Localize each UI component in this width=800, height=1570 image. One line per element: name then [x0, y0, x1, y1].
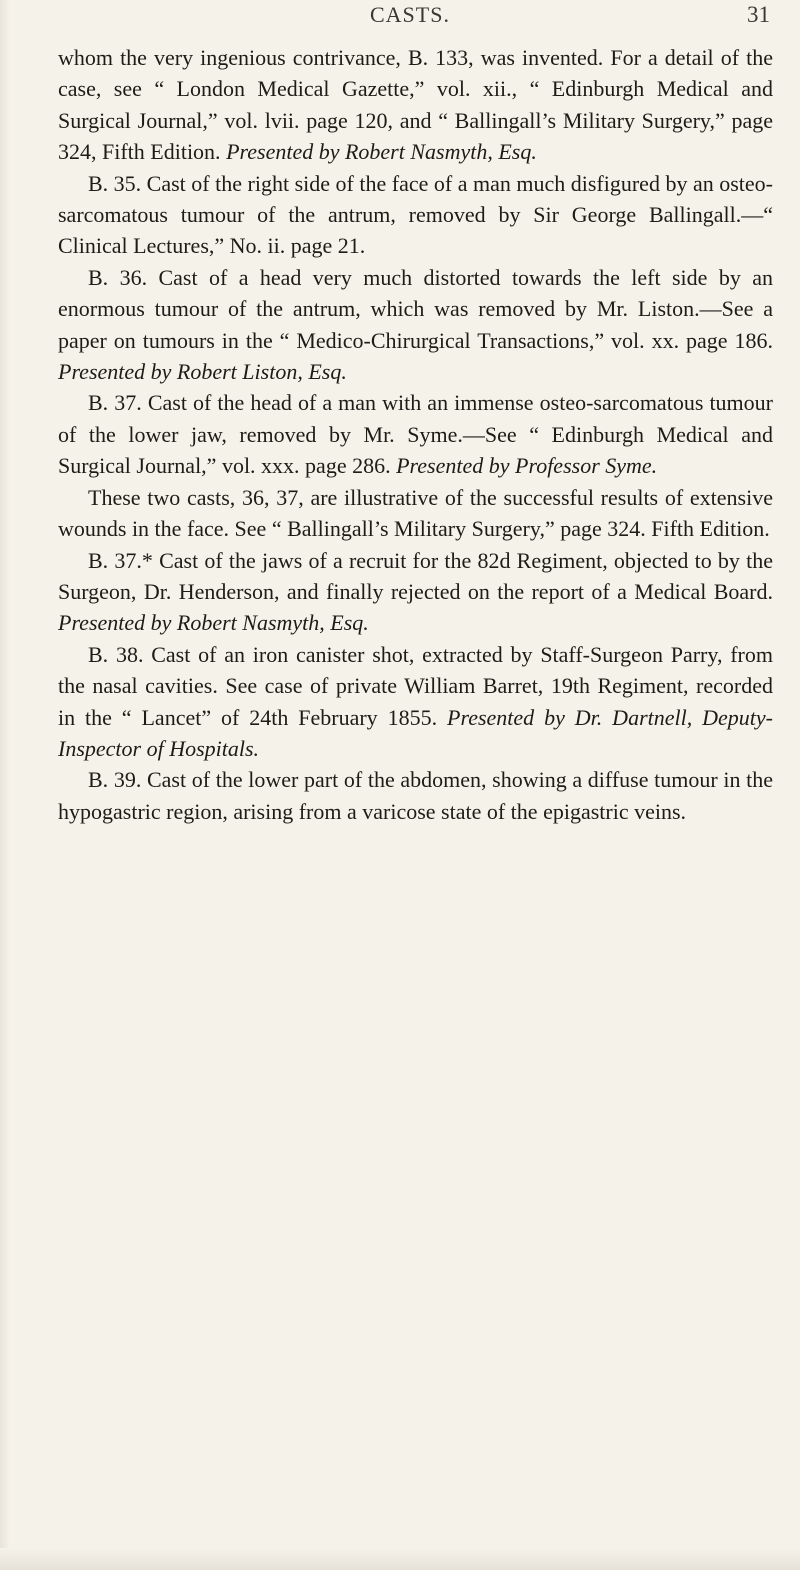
- paragraph-text: whom the very ingenious contrivance, B. 133, was invented. For a detail of the case, see “ London Medical Gazette,” vol. xii., “ Edinburgh Medical and Surgical Journal,” vol. lvii. page 120, and “ Ballingall’s Military Surgery,” page 324, Fifth Edition.: [58, 45, 773, 165]
- presenter-credit: Presented by Robert Nasmyth, Esq.: [58, 610, 369, 636]
- paragraph-text: B. 37. Cast of the head of a man with an immense osteo-sarcomatous tumour of the lower jaw, removed by Mr. Syme.—See “ Edinburgh Medical and Surgical Journal,” vol. xxx. page 286.: [58, 390, 773, 479]
- paragraph-continuation: [58, 42, 773, 168]
- catalogue-entry-b35: [58, 168, 773, 262]
- catalogue-entry-b39: [58, 764, 773, 827]
- paragraph-text: B. 39. Cast of the lower part of the abdomen, showing a diffuse tumour in the hypogastric region, arising from a varicose state of the epigastric veins.: [58, 767, 773, 824]
- paragraph-text: These two casts, 36, 37, are illustrative of the successful results of extensive wounds in the face. See “ Ballingall’s Military Surgery,” page 324. Fifth Edition.: [58, 484, 773, 542]
- presenter-credit: Presented by Professor Syme.: [396, 453, 658, 479]
- paragraph-text: B. 38. Cast of an iron canister shot, extracted by Staff-Surgeon Parry, from the nasal cavities. See case of private William Barret, 19th Regiment, recorded in the “ Lancet” of 24th February 1855.: [58, 641, 773, 730]
- body-text: [58, 42, 773, 827]
- presenter-credit: Presented by Robert Liston, Esq.: [58, 359, 347, 385]
- page-gutter-shadow: [0, 0, 10, 1570]
- running-head-title: CASTS.: [370, 2, 450, 27]
- paragraph-text: B. 36. Cast of a head very much distorted towards the left side by an enormous tumour of the antrum, which was removed by Mr. Liston.—See a paper on tumours in the “ Medico-Chirurgical Transactions,” vol. xx. page 186.: [58, 264, 773, 353]
- catalogue-entry-b37: [58, 387, 773, 481]
- catalogue-entry-b38: [58, 639, 773, 765]
- page-number: 31: [747, 2, 770, 27]
- paragraph-text: B. 35. Cast of the right side of the face of a man much disfigured by an osteo-sarcomatous tumour of the antrum, removed by Sir George Ballingall.—“ Clinical Lectures,” No. ii. page 21.: [58, 170, 773, 259]
- catalogue-entry-b36: [58, 262, 773, 388]
- catalogue-entry-b37-star: [58, 545, 773, 639]
- page-bottom-edge: [0, 1548, 800, 1570]
- paragraph-text: B. 37.* Cast of the jaws of a recruit for the 82d Regiment, objected to by the Surgeon, Dr. Henderson, and finally rejected on the report of a Medical Board.: [58, 547, 773, 604]
- presenter-credit: Presented by Dr. Dartnell, Deputy-Inspector of Hospitals.: [58, 704, 773, 761]
- running-head: [0, 2, 800, 32]
- commentary-paragraph: [58, 482, 773, 545]
- presenter-credit: Presented by Robert Nasmyth, Esq.: [226, 139, 537, 165]
